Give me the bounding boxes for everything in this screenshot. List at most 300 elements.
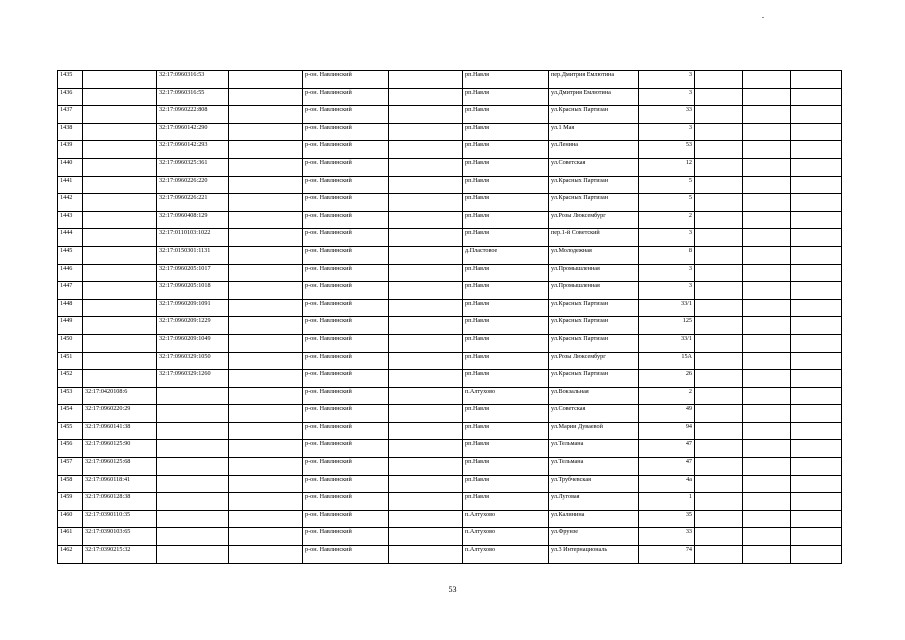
- blank-column-cell: [743, 352, 791, 370]
- blank-column-cell: [229, 71, 303, 89]
- house-number-cell: 3: [639, 264, 695, 282]
- cadastral-number-premises-cell: 32:17:0960329:1050: [157, 352, 229, 370]
- cadastral-number-premises-cell: 32:17:0960408:129: [157, 211, 229, 229]
- blank-column-cell: [695, 282, 743, 300]
- blank-column-cell: [743, 71, 791, 89]
- cadastral-number-building-cell: [83, 71, 157, 89]
- blank-column-cell: [743, 510, 791, 528]
- settlement-cell: рп.Навля: [463, 282, 549, 300]
- cadastral-number-building-cell: [83, 264, 157, 282]
- cadastral-number-building-cell: [83, 194, 157, 212]
- table-row: [58, 352, 842, 370]
- settlement-cell: п.Алтухово: [463, 387, 549, 405]
- blank-column-cell: [791, 440, 842, 458]
- house-number-cell: 47: [639, 440, 695, 458]
- blank-column-cell: [791, 211, 842, 229]
- table-row: [58, 158, 842, 176]
- blank-column-cell: [743, 176, 791, 194]
- blank-column-cell: [695, 370, 743, 388]
- blank-column-cell: [791, 387, 842, 405]
- cadastral-number-building-cell: [83, 88, 157, 106]
- blank-column-cell: [743, 546, 791, 564]
- street-cell: ул.3 Интернациональ: [549, 546, 639, 564]
- cadastral-number-building-cell: 32:17:0960220:29: [83, 405, 157, 423]
- cadastral-number-building-cell: 32:17:0390215:32: [83, 546, 157, 564]
- blank-column-cell: [791, 317, 842, 335]
- blank-column-cell: [695, 211, 743, 229]
- cadastral-number-building-cell: [83, 282, 157, 300]
- blank-column-cell: [695, 264, 743, 282]
- blank-column-cell: [229, 352, 303, 370]
- district-cell: р-он. Навлинский: [303, 88, 389, 106]
- district-cell: р-он. Навлинский: [303, 475, 389, 493]
- district-cell: р-он. Навлинский: [303, 370, 389, 388]
- cadastral-number-building-cell: 32:17:0420108:6: [83, 387, 157, 405]
- house-number-cell: 33: [639, 528, 695, 546]
- blank-column-cell: [743, 106, 791, 124]
- blank-column-cell: [229, 264, 303, 282]
- blank-column-cell: [743, 458, 791, 476]
- cadastral-number-premises-cell: 32:17:0960316:53: [157, 71, 229, 89]
- blank-column-cell: [743, 334, 791, 352]
- blank-column-cell: [695, 246, 743, 264]
- district-cell: р-он. Навлинский: [303, 264, 389, 282]
- settlement-cell: рп.Навля: [463, 264, 549, 282]
- table-row: [58, 546, 842, 564]
- row-number-cell: 1454: [58, 405, 83, 423]
- blank-column-cell: [389, 229, 463, 247]
- table-row: [58, 123, 842, 141]
- district-cell: р-он. Навлинский: [303, 546, 389, 564]
- blank-column-cell: [743, 528, 791, 546]
- blank-column-cell: [791, 422, 842, 440]
- blank-column-cell: [229, 246, 303, 264]
- settlement-cell: рп.Навля: [463, 370, 549, 388]
- blank-column-cell: [791, 106, 842, 124]
- settlement-cell: рп.Навля: [463, 493, 549, 511]
- blank-column-cell: [695, 158, 743, 176]
- blank-column-cell: [389, 387, 463, 405]
- table-row: [58, 282, 842, 300]
- blank-column-cell: [695, 387, 743, 405]
- house-number-cell: 33/1: [639, 334, 695, 352]
- cadastral-number-premises-cell: [157, 440, 229, 458]
- cadastral-number-building-cell: [83, 106, 157, 124]
- blank-column-cell: [389, 194, 463, 212]
- cadastral-number-premises-cell: 32:17:0960226:220: [157, 176, 229, 194]
- row-number-cell: 1435: [58, 71, 83, 89]
- cadastral-number-building-cell: 32:17:0390103:65: [83, 528, 157, 546]
- cadastral-number-premises-cell: [157, 387, 229, 405]
- street-cell: ул.Фрунзе: [549, 528, 639, 546]
- property-registry-table: [57, 70, 842, 564]
- street-cell: ул.Промышленная: [549, 264, 639, 282]
- house-number-cell: 1: [639, 493, 695, 511]
- blank-column-cell: [229, 546, 303, 564]
- blank-column-cell: [229, 422, 303, 440]
- row-number-cell: 1462: [58, 546, 83, 564]
- blank-column-cell: [229, 405, 303, 423]
- cadastral-number-premises-cell: 32:17:0150301:1131: [157, 246, 229, 264]
- settlement-cell: рп.Навля: [463, 475, 549, 493]
- house-number-cell: 12: [639, 158, 695, 176]
- blank-column-cell: [743, 282, 791, 300]
- blank-column-cell: [229, 458, 303, 476]
- blank-column-cell: [791, 176, 842, 194]
- blank-column-cell: [695, 229, 743, 247]
- cadastral-number-building-cell: 32:17:0960128:38: [83, 493, 157, 511]
- district-cell: р-он. Навлинский: [303, 387, 389, 405]
- district-cell: р-он. Навлинский: [303, 71, 389, 89]
- table-row: [58, 299, 842, 317]
- blank-column-cell: [791, 458, 842, 476]
- blank-column-cell: [695, 440, 743, 458]
- street-cell: ул.1 Мая: [549, 123, 639, 141]
- table-row: [58, 176, 842, 194]
- blank-column-cell: [791, 546, 842, 564]
- blank-column-cell: [743, 264, 791, 282]
- cadastral-number-building-cell: [83, 211, 157, 229]
- blank-column-cell: [743, 387, 791, 405]
- district-cell: р-он. Навлинский: [303, 440, 389, 458]
- district-cell: р-он. Навлинский: [303, 176, 389, 194]
- row-number-cell: 1447: [58, 282, 83, 300]
- settlement-cell: рп.Навля: [463, 299, 549, 317]
- blank-column-cell: [229, 229, 303, 247]
- blank-column-cell: [695, 528, 743, 546]
- settlement-cell: рп.Навля: [463, 317, 549, 335]
- house-number-cell: 8: [639, 246, 695, 264]
- street-cell: ул.Красных Партизан: [549, 317, 639, 335]
- settlement-cell: рп.Навля: [463, 176, 549, 194]
- house-number-cell: 5: [639, 194, 695, 212]
- cadastral-number-building-cell: 32:17:0390110:35: [83, 510, 157, 528]
- cadastral-number-premises-cell: 32:17:0960205:1018: [157, 282, 229, 300]
- table-row: [58, 440, 842, 458]
- cadastral-number-building-cell: [83, 317, 157, 335]
- blank-column-cell: [695, 317, 743, 335]
- blank-column-cell: [695, 141, 743, 159]
- table-row: [58, 475, 842, 493]
- table-row: [58, 229, 842, 247]
- street-cell: ул.Ленина: [549, 141, 639, 159]
- table-row: [58, 422, 842, 440]
- table-row: [58, 387, 842, 405]
- row-number-cell: 1441: [58, 176, 83, 194]
- blank-column-cell: [791, 282, 842, 300]
- blank-column-cell: [791, 528, 842, 546]
- blank-column-cell: [229, 123, 303, 141]
- house-number-cell: 15А: [639, 352, 695, 370]
- street-cell: ул.Тельмана: [549, 440, 639, 458]
- house-number-cell: 3: [639, 282, 695, 300]
- cadastral-number-building-cell: [83, 141, 157, 159]
- blank-column-cell: [743, 475, 791, 493]
- blank-column-cell: [389, 158, 463, 176]
- street-cell: ул.Красных Партизан: [549, 106, 639, 124]
- blank-column-cell: [695, 458, 743, 476]
- table-row: [58, 71, 842, 89]
- settlement-cell: рп.Навля: [463, 229, 549, 247]
- house-number-cell: 2: [639, 211, 695, 229]
- row-number-cell: 1451: [58, 352, 83, 370]
- district-cell: р-он. Навлинский: [303, 106, 389, 124]
- cadastral-number-premises-cell: 32:17:0960209:1229: [157, 317, 229, 335]
- district-cell: р-он. Навлинский: [303, 194, 389, 212]
- blank-column-cell: [791, 123, 842, 141]
- settlement-cell: рп.Навля: [463, 422, 549, 440]
- row-number-cell: 1438: [58, 123, 83, 141]
- table-row: [58, 194, 842, 212]
- blank-column-cell: [389, 475, 463, 493]
- cadastral-number-premises-cell: [157, 493, 229, 511]
- blank-column-cell: [743, 246, 791, 264]
- blank-column-cell: [743, 194, 791, 212]
- street-cell: ул.Красных Партизан: [549, 194, 639, 212]
- street-cell: ул.Красных Партизан: [549, 334, 639, 352]
- cadastral-number-building-cell: [83, 123, 157, 141]
- row-number-cell: 1446: [58, 264, 83, 282]
- row-number-cell: 1455: [58, 422, 83, 440]
- blank-column-cell: [229, 370, 303, 388]
- table-row: [58, 264, 842, 282]
- cadastral-number-building-cell: [83, 370, 157, 388]
- blank-column-cell: [389, 458, 463, 476]
- blank-column-cell: [229, 334, 303, 352]
- row-number-cell: 1453: [58, 387, 83, 405]
- house-number-cell: 33/1: [639, 299, 695, 317]
- row-number-cell: 1439: [58, 141, 83, 159]
- settlement-cell: рп.Навля: [463, 141, 549, 159]
- street-cell: ул.Молодежная: [549, 246, 639, 264]
- blank-column-cell: [389, 370, 463, 388]
- blank-column-cell: [743, 229, 791, 247]
- table-row: [58, 141, 842, 159]
- cadastral-number-building-cell: [83, 229, 157, 247]
- blank-column-cell: [229, 510, 303, 528]
- settlement-cell: п.Алтухово: [463, 510, 549, 528]
- district-cell: р-он. Навлинский: [303, 123, 389, 141]
- settlement-cell: рп.Навля: [463, 352, 549, 370]
- table-row: [58, 246, 842, 264]
- settlement-cell: рп.Навля: [463, 123, 549, 141]
- cadastral-number-premises-cell: [157, 458, 229, 476]
- blank-column-cell: [229, 282, 303, 300]
- district-cell: р-он. Навлинский: [303, 246, 389, 264]
- district-cell: р-он. Навлинский: [303, 405, 389, 423]
- table-row: [58, 106, 842, 124]
- registry-body: [58, 71, 842, 564]
- settlement-cell: рп.Навля: [463, 194, 549, 212]
- district-cell: р-он. Навлинский: [303, 229, 389, 247]
- row-number-cell: 1442: [58, 194, 83, 212]
- cadastral-number-premises-cell: 32:17:0110103:1022: [157, 229, 229, 247]
- row-number-cell: 1449: [58, 317, 83, 335]
- row-number-cell: 1458: [58, 475, 83, 493]
- blank-column-cell: [743, 88, 791, 106]
- row-number-cell: 1461: [58, 528, 83, 546]
- table-row: [58, 334, 842, 352]
- row-number-cell: 1456: [58, 440, 83, 458]
- cadastral-number-premises-cell: 32:17:0960142:290: [157, 123, 229, 141]
- page-number: 53: [448, 585, 457, 594]
- blank-column-cell: [229, 475, 303, 493]
- blank-column-cell: [389, 106, 463, 124]
- cadastral-number-building-cell: [83, 246, 157, 264]
- blank-column-cell: [229, 211, 303, 229]
- cadastral-number-premises-cell: 32:17:0960226:221: [157, 194, 229, 212]
- blank-column-cell: [695, 422, 743, 440]
- cadastral-number-building-cell: 32:17:0960125:68: [83, 458, 157, 476]
- blank-column-cell: [389, 71, 463, 89]
- table-row: [58, 493, 842, 511]
- house-number-cell: 94: [639, 422, 695, 440]
- blank-column-cell: [389, 334, 463, 352]
- cadastral-number-premises-cell: [157, 546, 229, 564]
- street-cell: ул.Марии Дуваевой: [549, 422, 639, 440]
- house-number-cell: 47: [639, 458, 695, 476]
- cadastral-number-premises-cell: [157, 405, 229, 423]
- cadastral-number-premises-cell: 32:17:0960325:361: [157, 158, 229, 176]
- blank-column-cell: [743, 158, 791, 176]
- street-cell: ул.Розы Люксембург: [549, 352, 639, 370]
- blank-column-cell: [791, 88, 842, 106]
- blank-column-cell: [743, 422, 791, 440]
- blank-column-cell: [229, 493, 303, 511]
- cadastral-number-building-cell: [83, 158, 157, 176]
- blank-column-cell: [743, 317, 791, 335]
- blank-column-cell: [389, 317, 463, 335]
- district-cell: р-он. Навлинский: [303, 458, 389, 476]
- row-number-cell: 1437: [58, 106, 83, 124]
- house-number-cell: 3: [639, 229, 695, 247]
- district-cell: р-он. Навлинский: [303, 158, 389, 176]
- house-number-cell: 3: [639, 88, 695, 106]
- row-number-cell: 1448: [58, 299, 83, 317]
- blank-column-cell: [389, 246, 463, 264]
- blank-column-cell: [389, 123, 463, 141]
- blank-column-cell: [229, 528, 303, 546]
- house-number-cell: 125: [639, 317, 695, 335]
- blank-column-cell: [791, 246, 842, 264]
- street-cell: ул.Советская: [549, 405, 639, 423]
- blank-column-cell: [791, 158, 842, 176]
- cadastral-number-premises-cell: [157, 422, 229, 440]
- blank-column-cell: [389, 422, 463, 440]
- house-number-cell: 3: [639, 71, 695, 89]
- settlement-cell: рп.Навля: [463, 158, 549, 176]
- table-row: [58, 317, 842, 335]
- table-row: [58, 458, 842, 476]
- blank-column-cell: [389, 352, 463, 370]
- blank-column-cell: [389, 528, 463, 546]
- blank-column-cell: [791, 141, 842, 159]
- blank-column-cell: [695, 71, 743, 89]
- settlement-cell: рп.Навля: [463, 88, 549, 106]
- blank-column-cell: [791, 493, 842, 511]
- house-number-cell: 4а: [639, 475, 695, 493]
- cadastral-number-building-cell: [83, 352, 157, 370]
- street-cell: ул.Дмитрия Емлютина: [549, 88, 639, 106]
- cadastral-number-premises-cell: 32:17:0960205:1017: [157, 264, 229, 282]
- row-number-cell: 1436: [58, 88, 83, 106]
- settlement-cell: рп.Навля: [463, 106, 549, 124]
- street-cell: ул.Красных Партизан: [549, 370, 639, 388]
- blank-column-cell: [695, 123, 743, 141]
- blank-column-cell: [695, 88, 743, 106]
- house-number-cell: 49: [639, 405, 695, 423]
- blank-column-cell: [743, 141, 791, 159]
- blank-column-cell: [791, 334, 842, 352]
- house-number-cell: 26: [639, 370, 695, 388]
- blank-column-cell: [695, 546, 743, 564]
- cadastral-number-premises-cell: 32:17:0960316:55: [157, 88, 229, 106]
- blank-column-cell: [791, 370, 842, 388]
- row-number-cell: 1445: [58, 246, 83, 264]
- street-cell: ул.Советская: [549, 158, 639, 176]
- cadastral-number-premises-cell: [157, 510, 229, 528]
- blank-column-cell: [743, 493, 791, 511]
- blank-column-cell: [695, 334, 743, 352]
- blank-column-cell: [389, 88, 463, 106]
- house-number-cell: 2: [639, 387, 695, 405]
- district-cell: р-он. Навлинский: [303, 334, 389, 352]
- street-cell: ул.Розы Люксембург: [549, 211, 639, 229]
- blank-column-cell: [229, 88, 303, 106]
- blank-column-cell: [229, 299, 303, 317]
- row-number-cell: 1440: [58, 158, 83, 176]
- district-cell: р-он. Навлинский: [303, 352, 389, 370]
- blank-column-cell: [791, 352, 842, 370]
- cadastral-number-premises-cell: [157, 475, 229, 493]
- blank-column-cell: [389, 510, 463, 528]
- blank-column-cell: [743, 211, 791, 229]
- blank-column-cell: [229, 158, 303, 176]
- street-cell: ул.Вокзальная: [549, 387, 639, 405]
- cadastral-number-building-cell: [83, 176, 157, 194]
- street-cell: пер.Дмитрия Емлютина: [549, 71, 639, 89]
- blank-column-cell: [791, 194, 842, 212]
- district-cell: р-он. Навлинский: [303, 141, 389, 159]
- blank-column-cell: [791, 299, 842, 317]
- cadastral-number-building-cell: [83, 334, 157, 352]
- house-number-cell: 53: [639, 141, 695, 159]
- blank-column-cell: [389, 299, 463, 317]
- blank-column-cell: [695, 405, 743, 423]
- settlement-cell: д.Пластовое: [463, 246, 549, 264]
- cadastral-number-premises-cell: 32:17:0960209:1091: [157, 299, 229, 317]
- settlement-cell: рп.Навля: [463, 71, 549, 89]
- street-cell: ул.Калинина: [549, 510, 639, 528]
- settlement-cell: рп.Навля: [463, 440, 549, 458]
- blank-column-cell: [695, 510, 743, 528]
- street-cell: пер.1-й Советский: [549, 229, 639, 247]
- blank-column-cell: [229, 176, 303, 194]
- blank-column-cell: [695, 194, 743, 212]
- street-cell: ул.Промышленная: [549, 282, 639, 300]
- street-cell: ул.Трубчевская: [549, 475, 639, 493]
- blank-column-cell: [695, 475, 743, 493]
- district-cell: р-он. Навлинский: [303, 211, 389, 229]
- scan-mark: [762, 17, 764, 18]
- blank-column-cell: [743, 370, 791, 388]
- blank-column-cell: [743, 440, 791, 458]
- district-cell: р-он. Навлинский: [303, 528, 389, 546]
- table-row: [58, 211, 842, 229]
- settlement-cell: рп.Навля: [463, 405, 549, 423]
- blank-column-cell: [389, 405, 463, 423]
- blank-column-cell: [791, 405, 842, 423]
